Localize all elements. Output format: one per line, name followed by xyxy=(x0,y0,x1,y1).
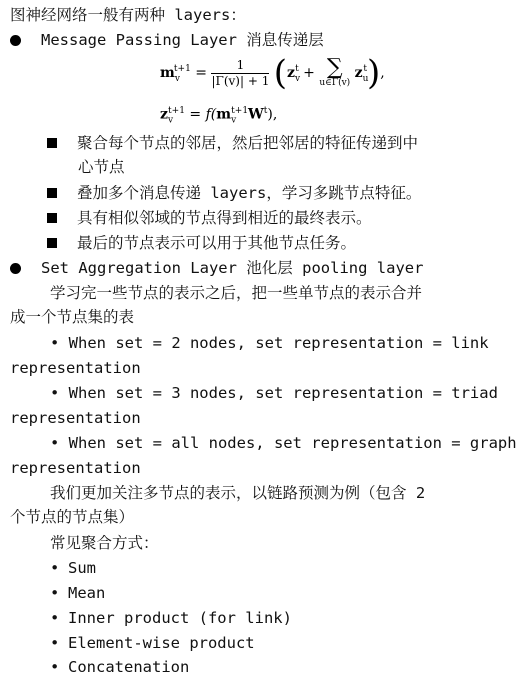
eq1-num: 1 xyxy=(211,58,269,74)
eq1-fraction xyxy=(211,58,269,89)
bullet-square-icon xyxy=(47,138,57,148)
sa-para1-b: 成一个节点集的表 xyxy=(10,308,135,326)
bullet-dot-icon xyxy=(10,35,21,46)
formula-eq1: $m_v^{t+1}$ = $\frac{1}{|\Gamma(v)| + 1}$ ($z_v^t$ + ∑ u∈Γ(v) $z_u^t$), xyxy=(160,53,385,93)
method-item xyxy=(50,655,189,679)
eq2-lhs-sub: v xyxy=(167,115,174,126)
bullet-icon: • xyxy=(50,634,60,652)
bullet-square-icon xyxy=(47,213,57,223)
eq2-end: ), xyxy=(267,106,278,123)
eq1-sum-sub: u∈Γ(v) xyxy=(319,78,351,88)
eq1-zu: z xyxy=(354,65,363,81)
method-label: Element-wise product xyxy=(68,634,255,652)
eq1-z-sub: v xyxy=(295,73,301,84)
sa-case3-b: representation xyxy=(10,459,141,477)
eq2-w-sup: t xyxy=(263,106,268,116)
method-item xyxy=(50,606,292,630)
sa-heading xyxy=(10,256,423,280)
bullet-icon: • xyxy=(50,584,60,602)
method-label: Mean xyxy=(68,584,106,602)
bullet-dot-icon xyxy=(10,263,21,274)
method-label: Sum xyxy=(68,559,96,577)
method-label: Inner product (for link) xyxy=(68,609,292,627)
mp-point-text: 聚合每个节点的邻居，然后把邻居的特征传递到中 xyxy=(77,134,419,152)
sa-case1-b: representation xyxy=(10,359,141,377)
method-label: Concatenation xyxy=(68,658,190,676)
sa-case1-a: • When set = 2 nodes, set representation = link xyxy=(50,334,489,352)
intro-line: 图神经网络一般有两种 layers： xyxy=(10,6,246,24)
bullet-square-icon xyxy=(47,238,57,248)
method-item xyxy=(50,556,96,580)
eq1-lhs: m xyxy=(160,65,175,81)
mp-point-3 xyxy=(47,206,372,230)
sa-para2-b: 个节点的节点集） xyxy=(10,508,135,526)
eq2-m-sub: v xyxy=(231,115,237,126)
eq2-lhs-sup: t+1 xyxy=(168,106,185,116)
sa-agg-title: 常见聚合方式： xyxy=(50,534,159,552)
formula-eq2: $z_v^{t+1} = f(m_v^{t+1}W^t)$, xyxy=(160,106,278,126)
mp-point-text: 叠加多个消息传递 layers，学习多跳节点特征。 xyxy=(77,184,422,202)
eq2-w: W xyxy=(248,106,264,123)
sa-para2-a: 我们更加关注多节点的表示，以链路预测为例（包含 2 xyxy=(50,484,426,502)
sa-case3-a: • When set = all nodes, set representation = graph xyxy=(50,434,517,452)
sa-title: Set Aggregation Layer 池化层 pooling layer xyxy=(41,259,424,277)
mp-heading xyxy=(10,28,324,52)
mp-point-text: 具有相似邻域的节点得到相近的最终表示。 xyxy=(77,209,372,227)
eq2-f: f( xyxy=(205,106,217,123)
eq1-lhs-sup: t+1 xyxy=(173,64,191,75)
eq1-z-sup: t xyxy=(295,64,299,75)
eq1-z: z xyxy=(287,65,295,81)
mp-point-4 xyxy=(47,231,356,255)
sum-operator-icon: ∑ u∈Γ(v) xyxy=(319,55,351,88)
eq2-lhs: z xyxy=(160,106,168,123)
sa-para1-a: 学习完一些节点的表示之后，把一些单节点的表示合并 xyxy=(50,284,423,302)
eq2-m-sup: t+1 xyxy=(231,106,249,116)
bullet-icon: • xyxy=(50,609,60,627)
eq1-den: |Γ(v)| + 1 xyxy=(211,73,270,88)
mp-point-text: 最后的节点表示可以用于其他节点任务。 xyxy=(77,234,357,252)
eq1-zu-sub: u xyxy=(362,73,369,84)
bullet-square-icon xyxy=(47,188,57,198)
mp-point-1 xyxy=(47,131,418,155)
bullet-icon: • xyxy=(50,658,60,676)
sa-case2-a: • When set = 3 nodes, set representation = triad xyxy=(50,384,498,402)
method-item xyxy=(50,581,105,605)
eq1-zu-sup: t xyxy=(363,64,367,75)
method-item xyxy=(50,631,255,655)
bullet-icon: • xyxy=(50,559,60,577)
sa-case2-b: representation xyxy=(10,409,141,427)
mp-title: Message Passing Layer 消息传递层 xyxy=(41,31,324,49)
eq1-lhs-sub: v xyxy=(174,73,180,84)
eq2-m: m xyxy=(216,106,232,123)
mp-point-1-cont: 心节点 xyxy=(78,158,125,176)
mp-point-2 xyxy=(47,181,421,205)
